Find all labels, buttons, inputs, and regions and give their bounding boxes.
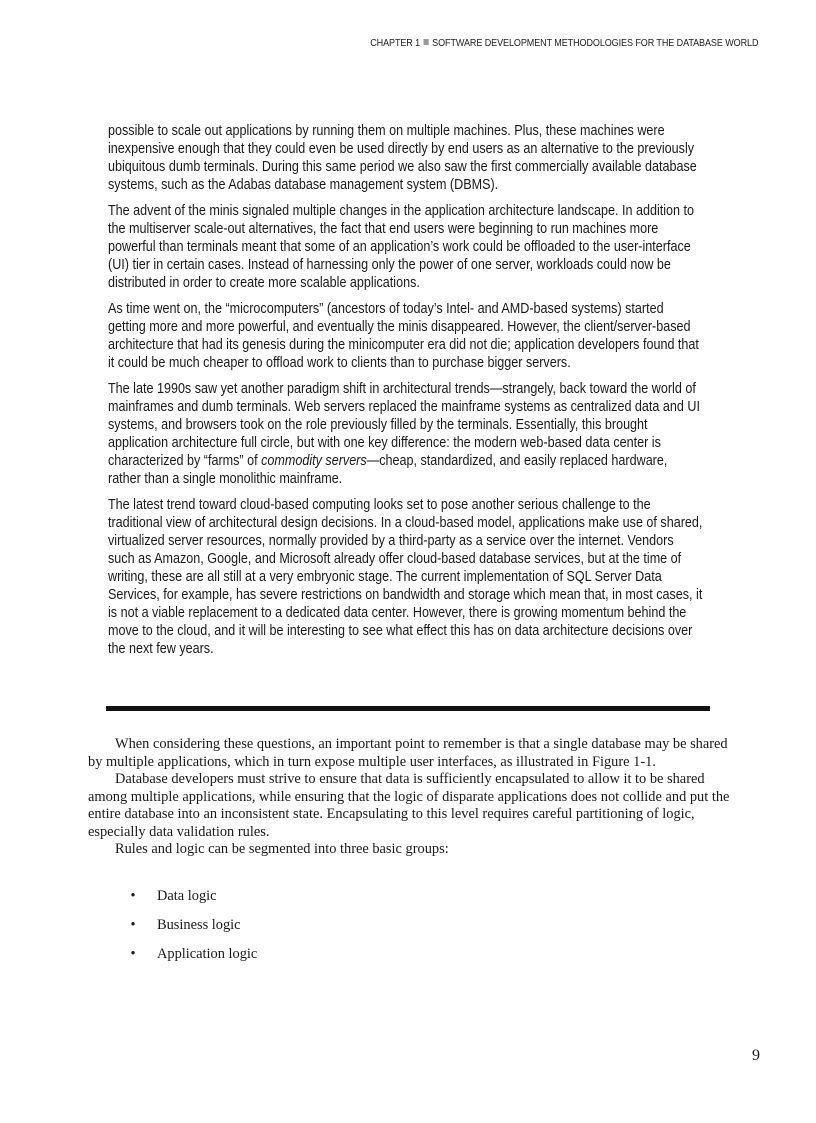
body-paragraph: When considering these questions, an important point to remember is that a single database may be shared by multiple applications, which in turn expose multiple user interfaces, as illustrated in Figure 1-1. bbox=[88, 736, 728, 770]
sidebar-paragraph: As time went on, the “microcomputers” (ancestors of today’s Intel- and AMD-based systems) started getting more and more powerful, and eventually the minis disappeared. However, the client/server-based architecture that had its genesis during the minicomputer era did not die; application developers found that it could be much cheaper to offload work to clients than to purchase bigger servers. bbox=[108, 301, 699, 371]
sidebar-text: The late 1990s saw yet another paradigm shift in architectural trends—strangely, back toward the world of mainframes and dumb terminals. Web servers replaced the mainframe systems as centralized data and UI systems, and browsers took on the role previously filled by the terminals. Essentially, this brought application architecture full circle, but with one key difference: the modern web-based data center is characterized by “farms” of bbox=[108, 381, 700, 469]
sidebar-paragraph: The advent of the minis signaled multiple changes in the application architecture landscape. In addition to the multiserver scale-out alternatives, the fact that end users were beginning to run machines more powerful than terminals meant that some of an application’s work could be offloaded to the user-interface (UI) tier in certain cases. Instead of harnessing only the power of one server, workloads could now be distributed in order to create more scalable applications. bbox=[108, 203, 695, 291]
list-item bbox=[88, 886, 688, 915]
body-text bbox=[88, 736, 733, 859]
sidebar-bottom-rule bbox=[106, 706, 710, 711]
sidebar-text: —cheap, standardized, and easily replaced hardware, rather than a single monolithic mainframe. bbox=[108, 453, 668, 487]
list-item bbox=[88, 944, 688, 973]
sidebar-paragraph: possible to scale out applications by running them on multiple machines. Plus, these machines were inexpensive enough that they could even be used directly by end users as an alternative to the previously ubiquitous dumb terminals. During this same period we also saw the first commercially available database systems, such as the Adabas database management system (DBMS). bbox=[108, 123, 697, 193]
sidebar-box bbox=[108, 122, 710, 666]
separator-square-icon bbox=[423, 39, 428, 45]
chapter-label: CHAPTER 1 bbox=[369, 37, 420, 49]
body-paragraph: Rules and logic can be segmented into three basic groups: bbox=[115, 841, 449, 857]
bullet-icon: • bbox=[130, 946, 136, 962]
bullet-icon: • bbox=[130, 888, 136, 904]
bullet-list bbox=[88, 886, 688, 973]
page-number: 9 bbox=[752, 1047, 760, 1064]
running-header bbox=[370, 37, 758, 49]
body-paragraph: Database developers must strive to ensure that data is sufficiently encapsulated to allow it to be shared among multiple applications, while ensuring that the logic of disparate applications does not collide and put the entire database into an inconsistent state. Encapsulating to this level requires careful partitioning of logic, especially data validation rules. bbox=[88, 771, 730, 840]
list-item-label: Application logic bbox=[157, 946, 258, 962]
sidebar-paragraph: The latest trend toward cloud-based computing looks set to pose another serious challenge to the traditional view of architectural design decisions. In a cloud-based model, applications make use of shared, virtualized server resources, normally provided by a third-party as a service over the internet. Vendors such as Amazon, Google, and Microsoft already offer cloud-based database services, but at the time of writing, these are all still at a very embryonic stage. The current implementation of SQL Server Data Services, for example, has severe restrictions on bandwidth and storage which mean that, in most cases, it is not a viable replacement to a dedicated data center. However, there is growing momentum behind the move to the cloud, and it will be interesting to see what effect this has on data architecture decisions over the next few years. bbox=[108, 497, 703, 657]
sidebar-paragraph bbox=[108, 380, 703, 488]
emphasis-term: commodity servers bbox=[261, 453, 367, 469]
list-item-label: Business logic bbox=[157, 917, 241, 933]
bullet-icon: • bbox=[130, 917, 136, 933]
list-item-label: Data logic bbox=[157, 888, 217, 904]
chapter-title: SOFTWARE DEVELOPMENT METHODOLOGIES FOR THE DATABASE WORLD bbox=[431, 37, 758, 49]
list-item bbox=[88, 915, 688, 944]
